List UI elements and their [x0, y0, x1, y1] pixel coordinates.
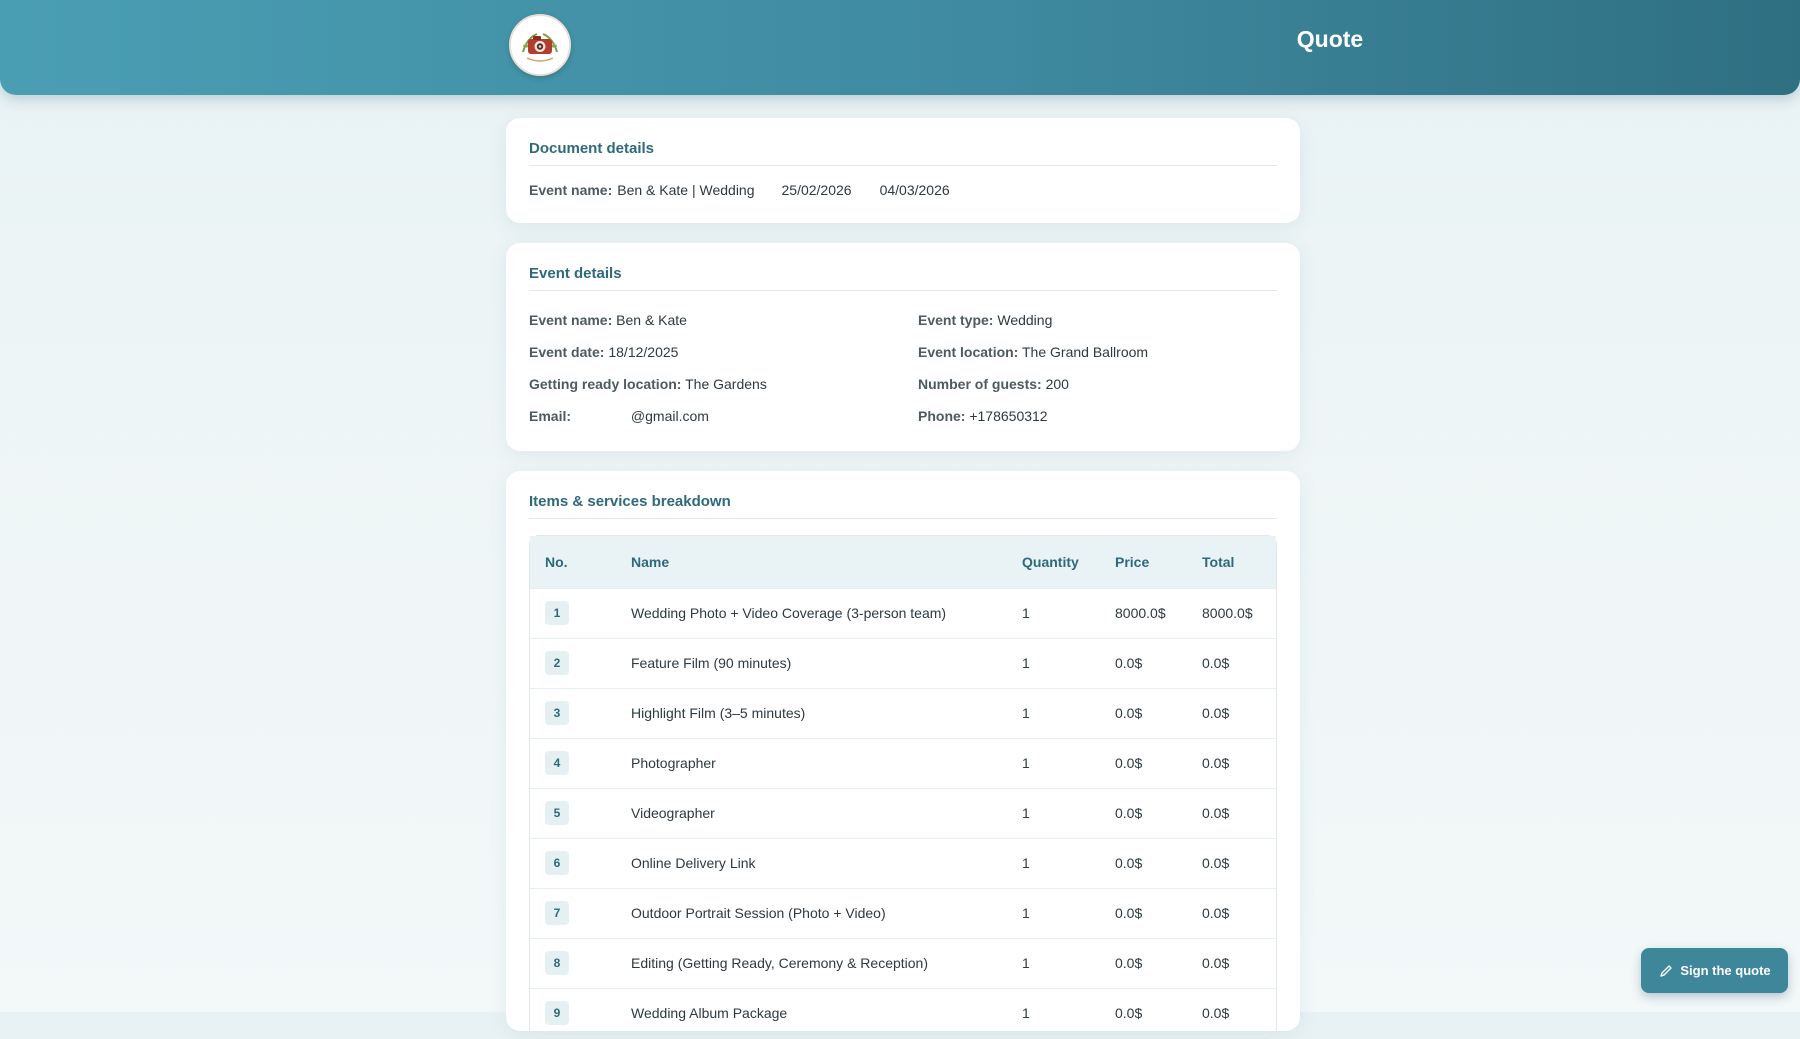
event-details-heading: Event details — [529, 243, 1277, 291]
item-price: 0.0$ — [1115, 805, 1143, 821]
item-name: Online Delivery Link — [631, 855, 756, 871]
table-row — [530, 938, 1276, 988]
row-number: 6 — [545, 851, 569, 875]
item-total: 0.0$ — [1202, 955, 1230, 971]
row-number: 9 — [545, 1001, 569, 1025]
item-name: Highlight Film (3–5 minutes) — [631, 705, 806, 721]
item-price: 0.0$ — [1115, 905, 1143, 921]
top-header — [0, 0, 1800, 95]
sign-quote-label: Sign the quote — [1680, 963, 1771, 978]
item-price: 0.0$ — [1115, 955, 1143, 971]
field-event-type: Event type: Wedding — [918, 312, 1053, 328]
table-row — [530, 688, 1276, 738]
table-row — [530, 738, 1276, 788]
item-quantity: 1 — [1022, 905, 1030, 921]
field-event-location: Event location: The Grand Ballroom — [918, 344, 1149, 360]
event-name-label: Event name: — [529, 182, 613, 198]
item-total: 0.0$ — [1202, 805, 1230, 821]
item-total: 0.0$ — [1202, 905, 1230, 921]
row-number: 7 — [545, 901, 569, 925]
document-details-card — [506, 118, 1300, 223]
item-name: Wedding Photo + Video Coverage (3-person team) — [631, 605, 947, 621]
item-quantity: 1 — [1022, 705, 1030, 721]
field-phone: Phone: +178650312 — [918, 408, 1048, 424]
document-details-row — [529, 182, 1277, 198]
camera-logo-icon — [509, 14, 571, 76]
item-name: Feature Film (90 minutes) — [631, 655, 792, 671]
items-table — [529, 535, 1277, 1039]
table-header-row — [530, 536, 1276, 588]
row-number: 5 — [545, 801, 569, 825]
field-event-date: Event date: 18/12/2025 — [529, 344, 679, 360]
item-name: Videographer — [631, 805, 715, 821]
item-quantity: 1 — [1022, 655, 1030, 671]
item-name: Wedding Album Package — [631, 1005, 788, 1022]
item-price: 0.0$ — [1115, 855, 1143, 871]
row-number: 4 — [545, 751, 569, 775]
field-getting-ready-location: Getting ready location: The Gardens — [529, 376, 767, 392]
item-name: Photographer — [631, 755, 716, 771]
item-price: 0.0$ — [1115, 755, 1143, 771]
table-row — [530, 888, 1276, 938]
col-price: Price — [1115, 553, 1150, 570]
page-title: Quote — [1296, 26, 1364, 52]
document-date-end: 04/03/2026 — [879, 182, 950, 198]
field-event-name: Event name: Ben & Kate — [529, 312, 687, 328]
table-row — [530, 838, 1276, 888]
item-quantity: 1 — [1022, 855, 1030, 871]
document-details-heading: Document details — [529, 118, 1277, 166]
item-quantity: 1 — [1022, 605, 1030, 621]
item-total: 0.0$ — [1202, 1005, 1230, 1022]
item-price: 0.0$ — [1115, 705, 1143, 721]
event-details-card — [506, 243, 1300, 451]
item-total: 0.0$ — [1202, 855, 1230, 871]
items-heading: Items & services breakdown — [529, 471, 1277, 519]
item-total: 0.0$ — [1202, 755, 1230, 771]
table-row — [530, 788, 1276, 838]
document-date-start: 25/02/2026 — [781, 182, 852, 198]
table-row — [530, 588, 1276, 638]
table-row — [530, 988, 1276, 1038]
items-card — [506, 471, 1300, 1031]
col-total: Total — [1202, 553, 1235, 570]
row-number: 8 — [545, 951, 569, 975]
item-name: Outdoor Portrait Session (Photo + Video) — [631, 905, 886, 921]
item-quantity: 1 — [1022, 755, 1030, 771]
field-number-of-guests: Number of guests: 200 — [918, 376, 1069, 392]
item-price: 0.0$ — [1115, 655, 1143, 671]
row-number: 2 — [545, 651, 569, 675]
sign-quote-button[interactable] — [1641, 948, 1788, 993]
col-no: No. — [545, 553, 568, 570]
item-total: 0.0$ — [1202, 655, 1230, 671]
col-name: Name — [631, 553, 670, 570]
field-email: Email: @gmail.com — [529, 408, 709, 424]
row-number: 3 — [545, 701, 569, 725]
item-quantity: 1 — [1022, 805, 1030, 821]
item-quantity: 1 — [1022, 1005, 1030, 1022]
item-price: 8000.0$ — [1115, 605, 1166, 621]
item-price: 0.0$ — [1115, 1005, 1143, 1022]
item-total: 8000.0$ — [1202, 605, 1253, 621]
pen-icon — [1658, 963, 1674, 979]
table-row — [530, 638, 1276, 688]
item-quantity: 1 — [1022, 955, 1030, 971]
col-quantity: Quantity — [1022, 553, 1079, 570]
row-number: 1 — [545, 601, 569, 625]
item-name: Editing (Getting Ready, Ceremony & Reception) — [631, 955, 928, 971]
event-details-grid — [529, 311, 1277, 425]
item-total: 0.0$ — [1202, 705, 1230, 721]
document-event-name: Ben & Kate | Wedding — [617, 182, 755, 198]
